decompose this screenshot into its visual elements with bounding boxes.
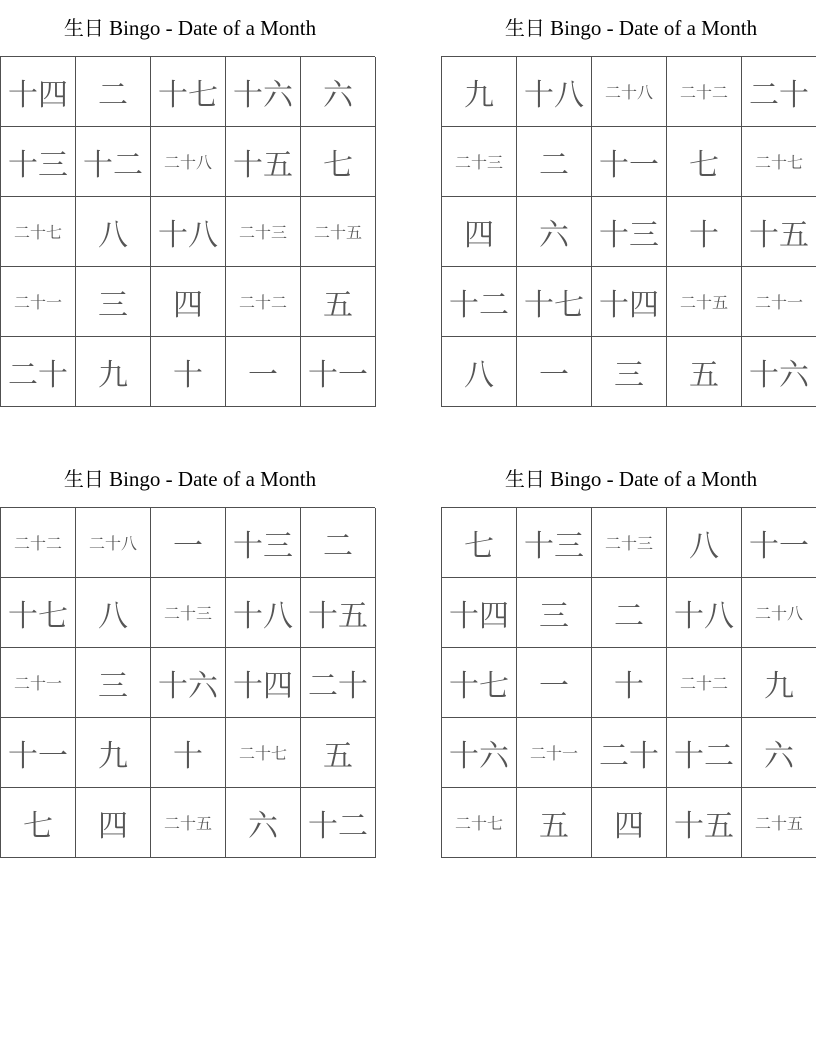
- bingo-cell: 十一: [301, 337, 376, 407]
- bingo-cell: 二十一: [1, 648, 76, 718]
- bingo-cell: 九: [76, 337, 151, 407]
- bingo-cell: 二十五: [667, 267, 742, 337]
- bingo-cell: 十五: [667, 788, 742, 858]
- card-title-text: Bingo - Date of a Month: [544, 467, 758, 491]
- card-title-text: Bingo - Date of a Month: [544, 16, 758, 40]
- bingo-cell: 二十: [592, 718, 667, 788]
- bingo-cell: 七: [301, 127, 376, 197]
- bingo-cell: 二: [592, 578, 667, 648]
- bingo-cell: 二: [517, 127, 592, 197]
- card-title-kanji: 生日: [504, 467, 545, 491]
- bingo-cell: 一: [151, 508, 226, 578]
- bingo-cell: 二十: [1, 337, 76, 407]
- bingo-cell: 八: [442, 337, 517, 407]
- bingo-cell: 二十二: [667, 648, 742, 718]
- bingo-card-4: [441, 451, 816, 858]
- bingo-cell: 十八: [151, 197, 226, 267]
- bingo-cell: 十: [151, 337, 226, 407]
- bingo-cell: 八: [76, 197, 151, 267]
- bingo-cell: 五: [301, 718, 376, 788]
- bingo-cell: 十二: [76, 127, 151, 197]
- bingo-cell: 十五: [301, 578, 376, 648]
- bingo-cell: 五: [667, 337, 742, 407]
- bingo-cell: 十二: [667, 718, 742, 788]
- bingo-cell: 十二: [301, 788, 376, 858]
- bingo-grid: [0, 56, 375, 407]
- bingo-cell: 二: [301, 508, 376, 578]
- bingo-cell: 二十八: [151, 127, 226, 197]
- bingo-cell: 二十八: [76, 508, 151, 578]
- bingo-cell: 十: [592, 648, 667, 718]
- bingo-cell: 六: [301, 57, 376, 127]
- bingo-cell: 四: [592, 788, 667, 858]
- card-title-text: Bingo - Date of a Month: [103, 16, 317, 40]
- bingo-cell: 九: [76, 718, 151, 788]
- bingo-grid: [0, 507, 375, 858]
- bingo-cell: 十六: [151, 648, 226, 718]
- bingo-cell: 十三: [517, 508, 592, 578]
- bingo-cell: 一: [517, 648, 592, 718]
- bingo-cell: 二十八: [592, 57, 667, 127]
- bingo-cell: 八: [76, 578, 151, 648]
- bingo-cell: 十八: [226, 578, 301, 648]
- bingo-cell: 十三: [592, 197, 667, 267]
- bingo-cell: 十七: [442, 648, 517, 718]
- bingo-cell: 二十三: [226, 197, 301, 267]
- bingo-cell: 十四: [226, 648, 301, 718]
- bingo-cell: 二十三: [592, 508, 667, 578]
- card-title-text: Bingo - Date of a Month: [103, 467, 317, 491]
- bingo-grid: [441, 56, 816, 407]
- bingo-cell: 七: [667, 127, 742, 197]
- bingo-cell: 二十五: [301, 197, 376, 267]
- card-title-kanji: 生日: [504, 16, 545, 40]
- bingo-cell: 二十: [301, 648, 376, 718]
- bingo-cell: 二十三: [442, 127, 517, 197]
- bingo-card-1: [0, 0, 375, 407]
- bingo-cell: 十六: [226, 57, 301, 127]
- card-title: [441, 451, 816, 507]
- bingo-cell: 十一: [1, 718, 76, 788]
- bingo-cell: 四: [76, 788, 151, 858]
- bingo-cell: 十六: [742, 337, 816, 407]
- bingo-cell: 十一: [592, 127, 667, 197]
- bingo-card-3: [0, 451, 375, 858]
- card-title-kanji: 生日: [63, 467, 104, 491]
- bingo-cell: 十七: [517, 267, 592, 337]
- card-title: [0, 451, 375, 507]
- bingo-cell: 十四: [1, 57, 76, 127]
- bingo-cell: 十五: [226, 127, 301, 197]
- bingo-cell: 二十一: [742, 267, 816, 337]
- bingo-cell: 二十一: [517, 718, 592, 788]
- bingo-cell: 十六: [442, 718, 517, 788]
- bingo-cell: 十八: [667, 578, 742, 648]
- bingo-cell: 二: [76, 57, 151, 127]
- bingo-cell: 五: [301, 267, 376, 337]
- bingo-cell: 十三: [1, 127, 76, 197]
- bingo-cell: 二十八: [742, 578, 816, 648]
- bingo-cell: 九: [742, 648, 816, 718]
- bingo-cell: 二十二: [667, 57, 742, 127]
- bingo-cell: 二十二: [226, 267, 301, 337]
- bingo-cell: 二十一: [1, 267, 76, 337]
- card-title: [441, 0, 816, 56]
- bingo-cell: 七: [1, 788, 76, 858]
- bingo-cell: 十四: [442, 578, 517, 648]
- bingo-cell: 九: [442, 57, 517, 127]
- bingo-cell: 二十三: [151, 578, 226, 648]
- bingo-cell: 三: [76, 267, 151, 337]
- bingo-cell: 二十七: [442, 788, 517, 858]
- bingo-cell: 十: [151, 718, 226, 788]
- bingo-cell: 十四: [592, 267, 667, 337]
- bingo-cell: 六: [517, 197, 592, 267]
- bingo-cell: 十五: [742, 197, 816, 267]
- bingo-cell: 十一: [742, 508, 816, 578]
- bingo-cell: 十七: [1, 578, 76, 648]
- bingo-cell: 二十: [742, 57, 816, 127]
- bingo-cell: 八: [667, 508, 742, 578]
- bingo-card-2: [441, 0, 816, 407]
- bingo-cell: 三: [76, 648, 151, 718]
- bingo-cell: 二十五: [151, 788, 226, 858]
- bingo-cell: 十八: [517, 57, 592, 127]
- bingo-cell: 二十七: [742, 127, 816, 197]
- bingo-cell: 二十五: [742, 788, 816, 858]
- bingo-cell: 二十七: [1, 197, 76, 267]
- bingo-cell: 十二: [442, 267, 517, 337]
- bingo-grid: [441, 507, 816, 858]
- bingo-cell: 五: [517, 788, 592, 858]
- bingo-cell: 六: [742, 718, 816, 788]
- bingo-cell: 二十二: [1, 508, 76, 578]
- bingo-cell: 三: [517, 578, 592, 648]
- bingo-cell: 七: [442, 508, 517, 578]
- bingo-cell: 一: [517, 337, 592, 407]
- bingo-cell: 十: [667, 197, 742, 267]
- card-title: [0, 0, 375, 56]
- bingo-cell: 十三: [226, 508, 301, 578]
- bingo-cell: 一: [226, 337, 301, 407]
- bingo-cell: 六: [226, 788, 301, 858]
- bingo-cell: 四: [151, 267, 226, 337]
- card-title-kanji: 生日: [63, 16, 104, 40]
- bingo-cell: 二十七: [226, 718, 301, 788]
- bingo-cell: 十七: [151, 57, 226, 127]
- bingo-cell: 四: [442, 197, 517, 267]
- bingo-cell: 三: [592, 337, 667, 407]
